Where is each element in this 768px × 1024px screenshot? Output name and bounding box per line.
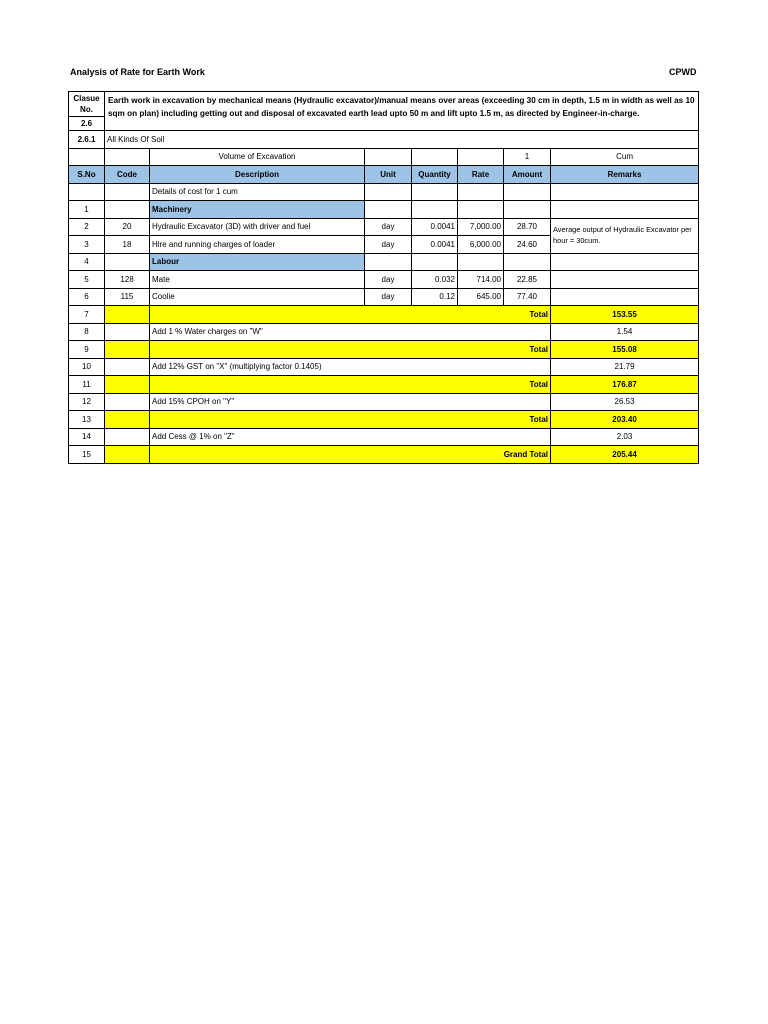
row-rate: 714.00 (458, 271, 504, 289)
table-row (69, 428, 699, 446)
row-description: Hydraulic Excavator (3D) with driver and fuel (150, 218, 365, 236)
add-charge-label: Add Cess @ 1% on "Z" (150, 428, 551, 446)
table-row (69, 358, 699, 376)
rate-analysis-table-wrapper (68, 91, 698, 467)
volume-label: Volume of Excavation (150, 148, 365, 166)
org-label: CPWD (669, 67, 697, 77)
row-amount: 77.40 (504, 288, 551, 306)
row-code (105, 253, 150, 271)
row-unit: day (365, 218, 412, 236)
volume-unit: Cum (551, 148, 699, 166)
row-description: Mate (150, 271, 365, 289)
row-quantity (412, 183, 458, 201)
row-code: 115 (105, 288, 150, 306)
column-header-row (69, 166, 699, 184)
row-quantity: 0.032 (412, 271, 458, 289)
col-header-amount: Amount (504, 166, 551, 184)
row-amount: 28.70 (504, 218, 551, 236)
row-remarks (551, 288, 699, 306)
clause-row-1 (69, 92, 699, 117)
total-amount: 203.40 (551, 411, 699, 429)
row-code: 18 (105, 236, 150, 254)
add-charge-label: Add 1 % Water charges on "W" (150, 323, 551, 341)
row-sno (69, 183, 105, 201)
row-sno: 10 (69, 358, 105, 376)
row-code (105, 306, 150, 324)
table-row (69, 446, 699, 464)
table-row (69, 183, 699, 201)
row-sno: 9 (69, 341, 105, 359)
row-amount: 22.85 (504, 271, 551, 289)
row-amount (504, 201, 551, 219)
row-sno: 2 (69, 218, 105, 236)
row-rate: 7,000.00 (458, 218, 504, 236)
cell (69, 148, 105, 166)
total-label: Total (150, 341, 551, 359)
row-quantity: 0.0041 (412, 236, 458, 254)
col-header-remarks: Remarks (551, 166, 699, 184)
row-quantity: 0.0041 (412, 218, 458, 236)
total-label: Total (150, 306, 551, 324)
total-amount: 155.08 (551, 341, 699, 359)
row-rate: 6,000.00 (458, 236, 504, 254)
charge-amount: 21.79 (551, 358, 699, 376)
sub-clause-row (69, 131, 699, 149)
total-amount: 153.55 (551, 306, 699, 324)
row-unit (365, 253, 412, 271)
col-header-code: Code (105, 166, 150, 184)
row-amount (504, 253, 551, 271)
row-remarks: Average output of Hydraulic Excavator per hour = 30cum. (551, 218, 699, 253)
row-sno: 8 (69, 323, 105, 341)
col-header-sno: S.No (69, 166, 105, 184)
row-description: Hire and running charges of loader (150, 236, 365, 254)
col-header-quantity: Quantity (412, 166, 458, 184)
row-code (105, 323, 150, 341)
row-sno: 12 (69, 393, 105, 411)
col-header-unit: Unit (365, 166, 412, 184)
row-rate: 645.00 (458, 288, 504, 306)
table-row (69, 341, 699, 359)
table-row (69, 288, 699, 306)
total-label: Total (150, 411, 551, 429)
row-sno: 4 (69, 253, 105, 271)
row-remarks (551, 271, 699, 289)
total-label: Total (150, 376, 551, 394)
row-code (105, 428, 150, 446)
clause-description: Earth work in excavation by mechanical means (Hydraulic excavator)/manual means over areas (exceeding 30 cm in depth, 1.5 m in width as well as 10 sqm on plan) including getting out and disposal of excavated earth lead upto 50 m and lift upto 1.5 m, as directed by Engineer-in-charge. (105, 92, 699, 131)
row-sno: 14 (69, 428, 105, 446)
cell (412, 148, 458, 166)
row-sno: 11 (69, 376, 105, 394)
row-code (105, 411, 150, 429)
row-unit (365, 183, 412, 201)
row-sno: 7 (69, 306, 105, 324)
col-header-rate: Rate (458, 166, 504, 184)
table-row (69, 323, 699, 341)
row-sno: 6 (69, 288, 105, 306)
row-sno: 15 (69, 446, 105, 464)
row-sno: 1 (69, 201, 105, 219)
row-quantity (412, 201, 458, 219)
row-rate (458, 253, 504, 271)
row-unit: day (365, 288, 412, 306)
charge-amount: 26.53 (551, 393, 699, 411)
row-sno: 13 (69, 411, 105, 429)
volume-value: 1 (504, 148, 551, 166)
row-rate (458, 201, 504, 219)
row-unit: day (365, 236, 412, 254)
add-charge-label: Add 15% CPOH on "Y" (150, 393, 551, 411)
row-amount: 24.60 (504, 236, 551, 254)
row-code (105, 201, 150, 219)
row-code (105, 393, 150, 411)
volume-row (69, 148, 699, 166)
row-description: Coolie (150, 288, 365, 306)
total-amount: 176.87 (551, 376, 699, 394)
row-code (105, 358, 150, 376)
table-row (69, 253, 699, 271)
col-header-description: Description (150, 166, 365, 184)
clause-label: Clasue No. (69, 92, 105, 117)
row-amount (504, 183, 551, 201)
row-code: 128 (105, 271, 150, 289)
row-code: 20 (105, 218, 150, 236)
charge-amount: 1.54 (551, 323, 699, 341)
row-code (105, 446, 150, 464)
add-charge-label: Add 12% GST on "X" (multiplying factor 0.1405) (150, 358, 551, 376)
table-row (69, 376, 699, 394)
table-row (69, 393, 699, 411)
charge-amount: 2.03 (551, 428, 699, 446)
row-code (105, 376, 150, 394)
row-code (105, 341, 150, 359)
row-quantity (412, 253, 458, 271)
row-unit: day (365, 271, 412, 289)
section-heading: Machinery (150, 201, 365, 219)
row-remarks (551, 253, 699, 271)
row-unit (365, 201, 412, 219)
table-row (69, 411, 699, 429)
row-remarks (551, 201, 699, 219)
row-description: Details of cost for 1 cum (150, 183, 365, 201)
row-quantity: 0.12 (412, 288, 458, 306)
total-amount: 205.44 (551, 446, 699, 464)
cell (105, 148, 150, 166)
row-rate (458, 183, 504, 201)
table-row (69, 271, 699, 289)
row-code (105, 183, 150, 201)
table-row (69, 201, 699, 219)
row-sno: 5 (69, 271, 105, 289)
total-label: Grand Total (150, 446, 551, 464)
sheet-title: Analysis of Rate for Earth Work (70, 67, 205, 77)
row-remarks (551, 183, 699, 201)
row-sno: 3 (69, 236, 105, 254)
cell (365, 148, 412, 166)
sub-clause-number: 2.6.1 (69, 131, 105, 149)
rate-analysis-table (68, 91, 699, 464)
table-row (69, 218, 699, 236)
cell (458, 148, 504, 166)
section-heading: Labour (150, 253, 365, 271)
table-row (69, 306, 699, 324)
clause-number: 2.6 (69, 117, 105, 131)
sub-clause-description: All Kinds Of Soil (105, 131, 699, 149)
